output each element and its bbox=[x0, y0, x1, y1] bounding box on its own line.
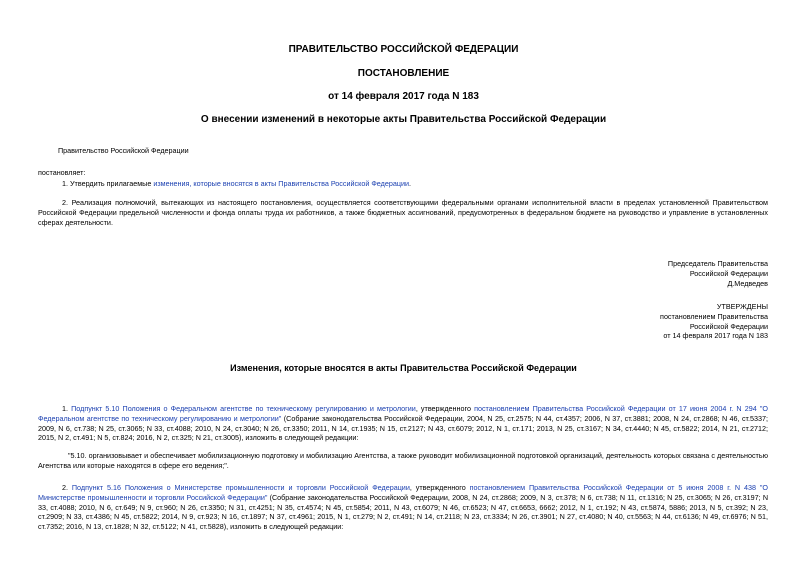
item-2-subclause-link[interactable]: Подпункт 5.16 Положения о Министерстве промышленности и торговли Российской Федерации bbox=[71, 483, 410, 492]
signature-name: Д.Медведев bbox=[727, 278, 768, 288]
change-item-2 bbox=[38, 483, 768, 532]
signature-block bbox=[500, 259, 768, 288]
approval-line-3: Российской Федерации bbox=[689, 321, 768, 331]
changes-link[interactable]: изменения, которые вносятся в акты Правительства Российской Федерации bbox=[153, 179, 409, 188]
item-1-quote: "5.10. организовывает и обеспечивает мобилизационную подготовку и мобилизацию Агентства, а также руководит мобилизационной подготовкой организаций, деятельность которых связана с деятельностью Агентства или которые находятся в сфере его ведения;". bbox=[38, 451, 768, 470]
government-line: Правительство Российской Федерации bbox=[58, 146, 189, 155]
item-1-text-1: , утвержденного bbox=[415, 404, 475, 413]
approval-line-4: от 14 февраля 2017 года N 183 bbox=[663, 331, 768, 341]
item-2-text-2: (Собрание законодательства Российской Федерации, 2008, N 24, ст.2868; 2009, N 3, ст.378; N 6, ст.738; N 11, ст.1316; N 25, ст.3065; N 26, ст.3197; N 33, ст.4088; 2010, N 6, ст.649; N 9, ст.960; N 26, ст.3350; N 31, ст.4251; N 35, ст.4574; N 45, ст.5854; 2011, N 43, ст.6079; N 46, ст.6523; N 47, ст.6653, 6662; 2012, N 1, ст.192; N 43, ст.5874, 5886; 2013, N 5, ст.392; N 23, ст.2909; N 33, ст.4386; N 45, ст.5822; 2014, N 9, ст.923; N 16, ст.1897; N 37, ст.4961; 2015, N 1, ст.279; N 2, ст.491; N 14, ст.2118; N 23, ст.3334; N 26, ст.3901; N 27, ст.4080; N 40, ст.5563; N 44, ст.6136; N 49, ст.6976; N 51, ст.7352; 2016, N 13, ст.1828; N 32, ст.5122; N 41, ст.5828), изложить в следующей редакции: bbox=[38, 492, 769, 532]
approval-line-2: постановлением Правительства bbox=[660, 311, 768, 321]
change-item-1 bbox=[38, 404, 768, 443]
document-subject: О внесении изменений в некоторые акты Правительства Российской Федерации bbox=[200, 114, 607, 125]
changes-title: Изменения, которые вносятся в акты Правительства Российской Федерации bbox=[230, 363, 577, 373]
signature-title-1: Председатель Правительства bbox=[667, 259, 768, 268]
item-2-number: 2. bbox=[62, 483, 72, 492]
paragraph-1-text: 1. Утвердить прилагаемые bbox=[62, 179, 154, 188]
item-1-text-2: (Собрание законодательства Российской Федерации, 2004, N 25, ст.2575; N 44, ст.4357; 2006, N 37, ст.3881; 2008, N 24, ст.2868; N 46, ст.5337; 2009, N 6, ст.738; N 25, ст.3065; N 33, ст.4088; 2010, N 24, ст.3040; N 26, ст.3350; 2011, N 14, ст.1935; N 15, ст.2127; N 43, ст.6079; 2012, N 1, ст.171; 2013, N 25, ст.3167; N 34, ст.4440; N 45, ст.5822; 2014, N 21, ст.2712; 2015, N 2, ст.491; N 5, ст.824; 2016, N 2, ст.325; N 21, ст.3005), изложить в следующей редакции: bbox=[38, 413, 769, 443]
signature-title-2: Российской Федерации bbox=[689, 268, 768, 278]
item-2-resolution-link[interactable]: постановлением Правительства Российской Федерации от 5 июня 2008 г. N 438 "О Министерстве промышленности и торговли Российской Федерации" bbox=[38, 483, 768, 502]
document-type: ПОСТАНОВЛЕНИЕ bbox=[357, 68, 450, 79]
approval-line-1: УТВЕРЖДЕНЫ bbox=[716, 302, 768, 311]
item-2-text-1: , утвержденного bbox=[409, 483, 470, 492]
paragraph-2: 2. Реализация полномочий, вытекающих из настоящего постановления, осуществляется соответствующими федеральными органами исполнительной власти в пределах установленной Правительством Российской Федерации предельной численности и фонда оплаты труда их работников, а также бюджетных ассигнований, предусмотренных в федеральном бюджете на руководство и управление в установленных сферах деятельности. bbox=[38, 198, 768, 227]
document-date: от 14 февраля 2017 года N 183 bbox=[328, 91, 479, 102]
paragraph-1 bbox=[38, 179, 768, 189]
government-name: ПРАВИТЕЛЬСТВО РОССИЙСКОЙ ФЕДЕРАЦИИ bbox=[288, 44, 519, 55]
item-1-resolution-link[interactable]: постановлением Правительства Российской Федерации от 17 июня 2004 г. N 294 "О Федеральном агентстве по техническому регулированию и метрологии" bbox=[38, 404, 768, 423]
item-1-number: 1. bbox=[62, 404, 72, 413]
approval-block bbox=[500, 302, 768, 341]
item-1-subclause-link[interactable]: Подпункт 5.10 Положения о Федеральном агентстве по техническому регулированию и метрологии bbox=[71, 404, 416, 413]
decides-line: постановляет: bbox=[38, 168, 86, 177]
paragraph-1-end: . bbox=[408, 179, 411, 188]
